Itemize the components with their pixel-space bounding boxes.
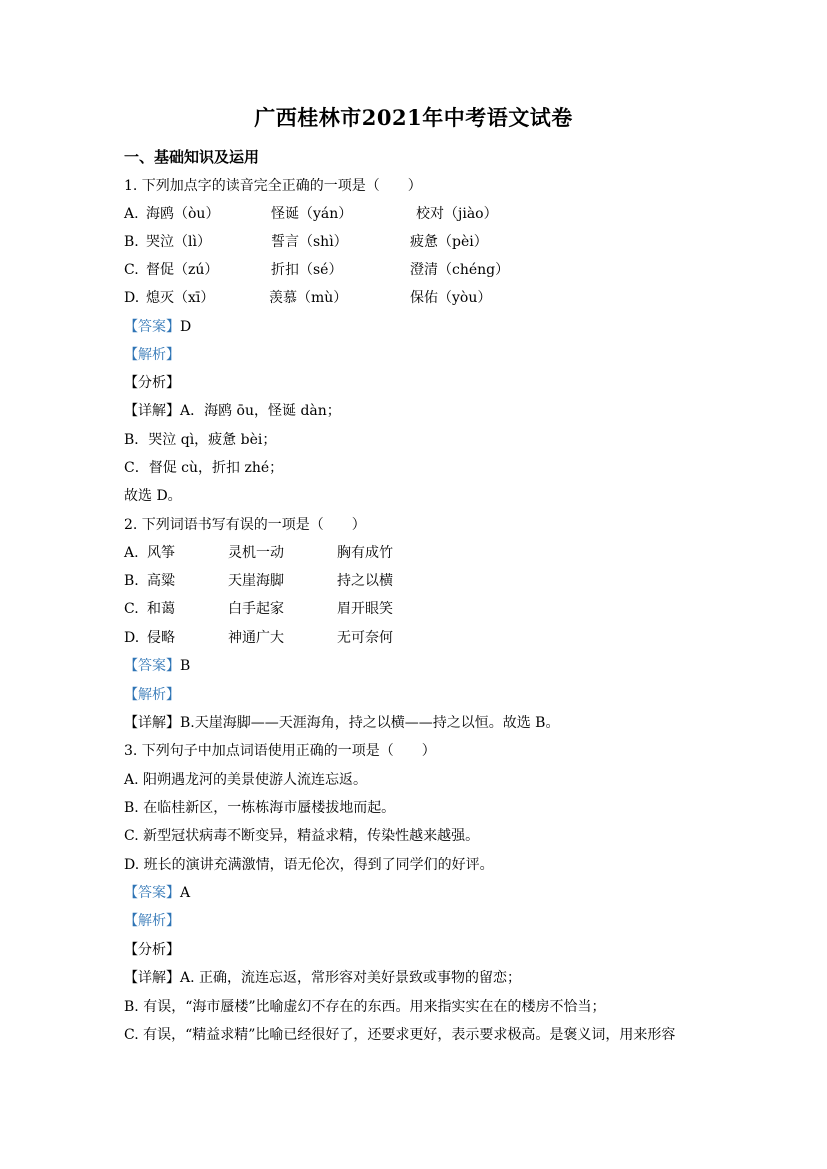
- q1-option-b3: 疲惫（pèi）: [410, 234, 488, 250]
- q1-option-d2: 羡慕（mù）: [269, 290, 348, 306]
- q1-detail-c: C．督促 cù，折扣 zhé；: [124, 460, 284, 476]
- q1-detail: [124, 402, 341, 420]
- q2-option-b1: 高粱: [147, 573, 175, 589]
- q2-option-d1: 侵略: [147, 630, 175, 646]
- q1-option-b1: 哭泣（lì）: [146, 234, 211, 250]
- q1-conclusion: 故选 D。: [124, 488, 182, 504]
- page-title: 广西桂林市2021年中考语文试卷: [254, 105, 573, 130]
- answer-value: B: [180, 658, 191, 674]
- q1-option-c3: 澄清（chéng）: [410, 262, 510, 278]
- detail-text: B.天崖海脚——天涯海角，持之以横——持之以恒。故选 B。: [180, 715, 560, 731]
- q1-option-label: D.: [124, 290, 140, 306]
- q2-option-label: A.: [124, 545, 139, 561]
- q2-stem: 2. 下列词语书写有误的一项是（ ）: [124, 517, 366, 533]
- q1-option-label: A.: [124, 206, 139, 222]
- q3-answer: [124, 884, 190, 902]
- q1-answer: [124, 318, 191, 336]
- q2-option-b2: 天崖海脚: [228, 573, 284, 589]
- answer-tag: 【答案】: [124, 885, 180, 901]
- detail-text: A．海鸥 ōu，怪诞 dàn；: [180, 403, 341, 419]
- q1-option-c1: 督促（zú）: [146, 262, 219, 278]
- answer-value: A: [180, 885, 191, 901]
- q3-analysis-tag: 【解析】: [124, 913, 180, 929]
- q3-option-b: B. 在临桂新区，一栋栋海市蜃楼拔地而起。: [124, 800, 396, 816]
- q2-option-a1: 风筝: [147, 545, 175, 561]
- answer-tag: 【答案】: [124, 658, 180, 674]
- q2-option-d3: 无可奈何: [337, 630, 393, 646]
- detail-tag: 【详解】: [124, 970, 180, 986]
- q3-detail: [124, 969, 521, 987]
- q2-option-c1: 和蔼: [147, 601, 175, 617]
- q1-option-label: B.: [124, 234, 139, 250]
- q1-option-a3: 校对（jiào）: [416, 206, 498, 222]
- q2-option-a2: 灵机一动: [228, 545, 284, 561]
- q3-detail-c: C. 有误，“精益求精”比喻已经很好了，还要求更好，表示要求极高。是褒义词，用来形容: [124, 1027, 676, 1043]
- q1-option-d1: 熄灭（xī）: [146, 290, 215, 306]
- q1-option-b2: 誓言（shì）: [271, 234, 348, 250]
- q1-option-a2: 怪诞（yán）: [271, 206, 353, 222]
- q3-option-d: D. 班长的演讲充满激情，语无伦次，得到了同学们的好评。: [124, 857, 494, 873]
- detail-text: A. 正确，流连忘返，常形容对美好景致或事物的留恋；: [180, 970, 522, 986]
- detail-tag: 【详解】: [124, 715, 180, 731]
- q3-option-a: A. 阳朔遇龙河的美景使游人流连忘返。: [124, 772, 368, 788]
- q1-analysis-tag: 【解析】: [124, 347, 180, 363]
- q1-fenxi: 【分析】: [124, 375, 180, 391]
- q3-stem: 3. 下列句子中加点词语使用正确的一项是（ ）: [124, 743, 436, 759]
- section-heading: 一、基础知识及运用: [124, 148, 260, 166]
- q1-detail-b: B．哭泣 qì，疲惫 bèi；: [124, 432, 277, 448]
- answer-tag: 【答案】: [124, 319, 180, 335]
- q3-detail-b: B. 有误，“海市蜃楼”比喻虚幻不存在的东西。用来指实实在在的楼房不恰当；: [124, 999, 606, 1015]
- q2-detail: [124, 714, 559, 732]
- q2-option-label: C.: [124, 601, 139, 617]
- detail-tag: 【详解】: [124, 403, 180, 419]
- q2-option-d2: 神通广大: [228, 630, 284, 646]
- answer-value: D: [180, 319, 192, 335]
- q1-option-label: C.: [124, 262, 139, 278]
- q2-analysis-tag: 【解析】: [124, 687, 180, 703]
- q2-option-label: D.: [124, 630, 140, 646]
- q1-option-d3: 保佑（yòu）: [410, 290, 492, 306]
- q1-option-a1: 海鸥（òu）: [146, 206, 220, 222]
- q2-option-a3: 胸有成竹: [337, 545, 393, 561]
- q3-option-c: C. 新型冠状病毒不断变异，精益求精，传染性越来越强。: [124, 828, 480, 844]
- q3-fenxi: 【分析】: [124, 942, 180, 958]
- q2-option-c3: 眉开眼笑: [337, 601, 393, 617]
- q2-option-label: B.: [124, 573, 139, 589]
- q2-option-b3: 持之以横: [337, 573, 393, 589]
- q2-answer: [124, 657, 190, 675]
- q2-option-c2: 白手起家: [228, 601, 284, 617]
- q1-stem: 1. 下列加点字的读音完全正确的一项是（ ）: [124, 178, 422, 194]
- q1-option-c2: 折扣（sé）: [271, 262, 343, 278]
